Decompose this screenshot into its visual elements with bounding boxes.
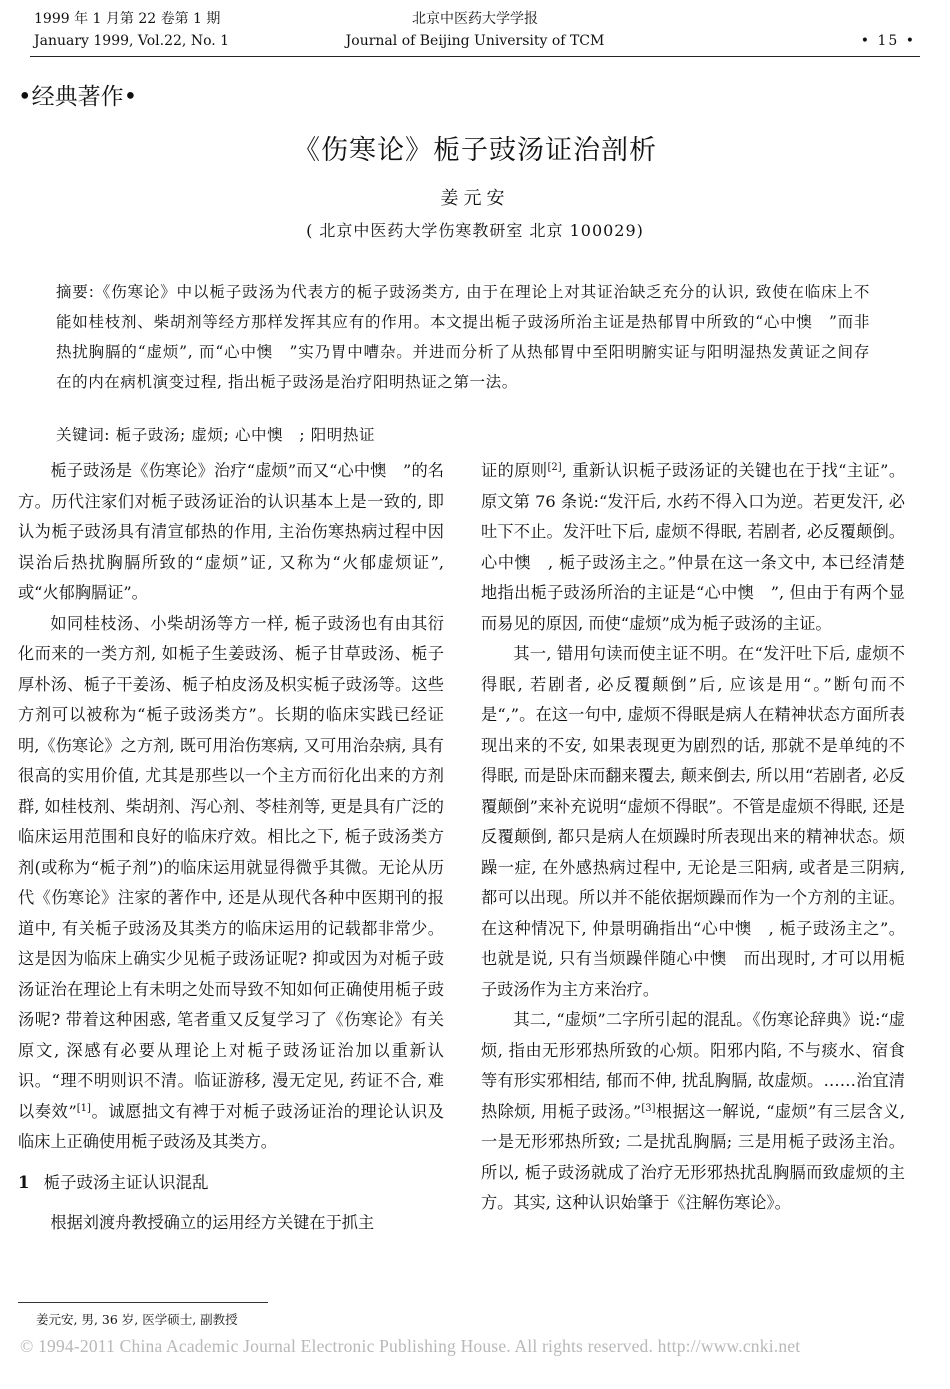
running-header	[34, 8, 916, 54]
paragraph-text: 。诚愿拙文有裨于对栀子豉汤证治的理论认识及临床上正确使用栀子豉汤及其类方。	[18, 1101, 444, 1151]
keywords	[56, 423, 870, 447]
abstract	[56, 277, 870, 397]
paragraph-text: 如同桂枝汤、小柴胡汤等方一样, 栀子豉汤也有由其衍化而来的一类方剂, 如栀子生姜豉汤、栀子甘草豉汤、栀子厚朴汤、栀子干姜汤、栀子柏皮汤及枳实栀子豉汤等。这些方剂可以被称为“栀子豉汤类方”。长期的临床实践已经证明,《伤寒论》之方剂, 既可用治伤寒病, 又可用治杂病, 具有很高的实用价值, 尤其是那些以一个主方而衍化出来的方剂群, 如桂枝剂、柴胡剂、泻心剂、苓桂剂等, 更是具有广泛的临床运用范围和良好的临床疗效。相比之下, 栀子豉汤类方剂(或称为“栀子剂”)的临床运用就显得微乎其微。无论从历代《伤寒论》注家的著作中, 还是从现代各种中医期刊的报道中, 有关栀子豉汤及其类方的临床运用的记载都非常少。这是因为临床上确实少见栀子豉汤证呢? 抑或因为对栀子豉汤证治在理论上有未明之处而导致不知如何正确使用栀子豉汤呢? 带着这种困惑, 笔者重又反复学习了《伤寒论》有关原文, 深感有必要从理论上对栀子豉汤证治加以重新认识。“理不明则识不清。临证游移, 漫无定见, 药证不合, 难以奏效”	[18, 613, 444, 1121]
section-title: 栀子豉汤主证认识混乱	[43, 1172, 209, 1192]
author-footnote: 姜元安, 男, 36 岁, 医学硕士, 副教授	[36, 1312, 238, 1327]
paragraph-text: 其二, “虚烦”二字所引起的混乱。《伤寒论辞典》说:“虚烦, 指由无形邪热所致的心烦。阳邪内陷, 不与痰水、宿食等有形实邪相结, 郁而不伸, 扰乱胸膈, 故虚烦。……治宜清热除烦, 用栀子豉汤。”	[481, 1010, 905, 1121]
paragraph	[481, 1005, 905, 1219]
issue-info-chinese: 1999 年 1 月第 22 卷第 1 期	[34, 11, 221, 27]
header-divider	[30, 56, 920, 57]
citation-ref: [1]	[76, 1102, 91, 1114]
copyright-watermark: © 1994-2011 China Academic Journal Electronic Publishing House. All rights reserved. http://www.cnki.net	[20, 1336, 801, 1356]
issue-info-english: January 1999, Vol.22, No. 1	[34, 33, 230, 49]
paragraph-text: 根据这一解说, “虚烦”有三层含义, 一是无形邪热所致; 二是扰乱胸膈; 三是用栀子豉汤主治。所以, 栀子豉汤就成了治疗无形邪热扰乱胸膈而致虚烦的主方。其实, 这种认识始肇于《注解伤寒论》。	[481, 1101, 905, 1212]
journal-name-chinese: 北京中医药大学学报	[412, 11, 538, 27]
citation-ref: [2]	[547, 462, 562, 473]
paragraph: 其一, 错用句读而使主证不明。在“发汗吐下后, 虚烦不得眠, 若剧者, 必反覆颠倒”后, 应该是用“。”断句而不是“,”。在这一句中, 虚烦不得眠是病人在精神状态方面所表现出来的不安, 如果表现更为剧烈的话, 那就不是单纯的不得眠, 而是卧床而翻来覆去, 颠来倒去, 所以用“若剧者, 必反覆颠倒”来补充说明“虚烦不得眠”。不管是虚烦不得眠, 还是反覆颠倒, 都只是病人在烦躁时所表现出来的精神状态。烦躁一症, 在外感热病过程中, 无论是三阳病, 或者是三阴病, 都可以出现。所以并不能依据烦躁而作为一个方剂的主证。在这种情况下, 仲景明确指出“心中懊 , 栀子豉汤主之”。也就是说, 只有当烦躁伴随心中懊 而出现时, 才可以用栀子豉汤作为主方来治疗。	[481, 644, 905, 999]
abstract-label: 摘要:	[56, 283, 95, 301]
paragraph-text: 证的原则	[481, 461, 548, 480]
body-column-left	[18, 456, 444, 1238]
body-column-right	[481, 456, 905, 1219]
footnote-divider	[18, 1302, 268, 1303]
keywords-text: 栀子豉汤; 虚烦; 心中懊 ; 阳明热证	[115, 426, 376, 444]
journal-name-english: Journal of Beijing University of TCM	[345, 33, 605, 49]
article-author: 姜元安	[440, 188, 510, 209]
section-heading	[18, 1168, 444, 1198]
article-title: 《伤寒论》栀子豉汤证治剖析	[293, 135, 657, 166]
section-tag: •经典著作•	[18, 84, 138, 110]
paragraph	[18, 609, 444, 1158]
citation-ref: [3]	[641, 1102, 656, 1114]
page-number: • 15 •	[860, 33, 916, 49]
keywords-label: 关键词:	[56, 426, 111, 444]
section-number: 1	[18, 1172, 30, 1192]
author-affiliation: ( 北京中医药大学伤寒教研室 北京 100029)	[306, 221, 644, 240]
paragraph-text: , 重新认识栀子豉汤证的关键也在于找“主证”。原文第 76 条说:“发汗后, 水药不得入口为逆。若更发汗, 必吐下不止。发汗吐下后, 虚烦不得眠, 若剧者, 必反覆颠倒。心中懊 , 栀子豉汤主之。”仲景在这一条文中, 本已经清楚地指出栀子豉汤所治的主证是“心中懊 ”, 但由于有两个显而易见的原因, 而使“虚烦”成为栀子豉汤的主证。	[481, 461, 906, 633]
abstract-text: 《伤寒论》中以栀子豉汤为代表方的栀子豉汤类方, 由于在理论上对其证治缺乏充分的认识, 致使在临床上不能如桂枝剂、柴胡剂等经方那样发挥其应有的作用。本文提出栀子豉汤所治主证是热郁胃中所致的“心中懊 ”而非热扰胸膈的“虚烦”, 而“心中懊 ”实乃胃中嘈杂。并进而分析了从热郁胃中至阳明腑实证与阳明湿热发黄证之间存在的内在病机演变过程, 指出栀子豉汤是治疗阳明热证之第一法。	[56, 283, 870, 391]
paragraph: 根据刘渡舟教授确立的运用经方关键在于抓主	[50, 1212, 375, 1232]
paragraph: 栀子豉汤是《伤寒论》治疗“虚烦”而又“心中懊 ”的名方。历代注家们对栀子豉汤证治的认识基本上是一致的, 即认为栀子豉汤具有清宣郁热的作用, 主治伤寒热病过程中因误治后热扰胸膈所致的“虚烦”证, 又称为“火郁虚烦证”, 或“火郁胸膈证”。	[18, 461, 444, 602]
paragraph	[481, 456, 905, 639]
journal-name	[34, 8, 916, 52]
